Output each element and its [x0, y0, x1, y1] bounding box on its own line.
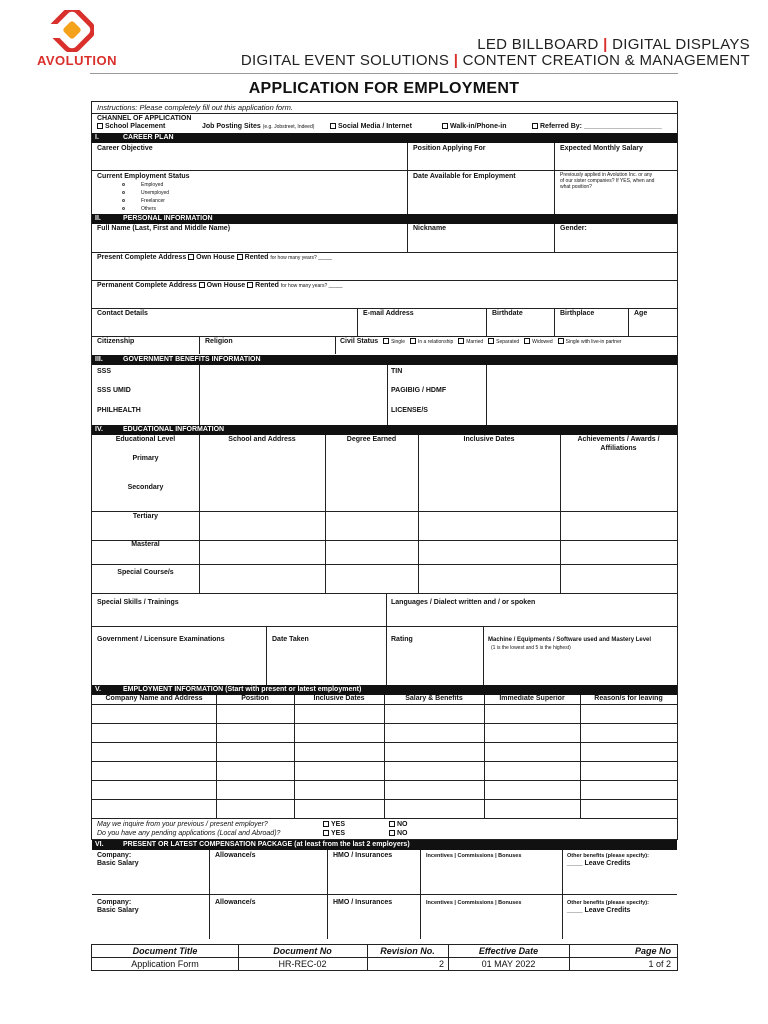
radio-icon[interactable]: [122, 199, 125, 202]
civil-checkbox[interactable]: [524, 338, 530, 344]
footer-effective-date-header: Effective Date: [478, 946, 539, 956]
divider: [386, 593, 387, 685]
divider: [92, 894, 677, 895]
edu-level-primary: Primary: [132, 455, 159, 462]
brand-name: AVOLUTION: [36, 53, 118, 68]
channel-label: CHANNEL OF APPLICATION: [97, 115, 192, 122]
radio-icon[interactable]: [122, 183, 125, 186]
edu-col-achievements: Achievements / Awards /: [577, 436, 660, 443]
religion-label: Religion: [205, 338, 233, 345]
inquire-yes[interactable]: YES: [323, 821, 345, 829]
channel-social[interactable]: Social Media / Internet: [330, 123, 412, 131]
section-career-plan: I. CAREER PLAN: [92, 133, 677, 143]
divider: [92, 308, 677, 309]
divider: [554, 308, 555, 336]
sss-label: SSS: [97, 368, 112, 375]
divider: [335, 336, 336, 354]
divider: [294, 695, 295, 818]
divider: [407, 143, 408, 214]
divider: [486, 365, 487, 426]
leave-credits-label: ____ Leave Credits: [567, 907, 631, 914]
full-name-label: Full Name (Last, First and Middle Name): [97, 225, 231, 232]
section-educational-information: IV. EDUCATIONAL INFORMATION: [92, 425, 677, 435]
allowance-label: Allowance/s: [215, 899, 256, 906]
pending-question: Do you have any pending applications (Local and Abroad)?: [97, 830, 281, 837]
civil-status-group: Civil Status Single In a relationship Married Separated Widowed Single with live-in partner: [340, 338, 622, 345]
channel-walkin[interactable]: Walk-in/Phone-in: [442, 123, 507, 131]
application-form: [91, 101, 678, 914]
divider: [216, 695, 217, 818]
edu-level-special: Special Course/s: [117, 569, 174, 576]
philhealth-label: PHILHEALTH: [97, 407, 141, 414]
no-checkbox[interactable]: [389, 830, 395, 836]
edu-col-school: School and Address: [228, 436, 296, 443]
skills-label: Special Skills / Trainings: [97, 599, 179, 606]
other-benefits-label: Other benefits (please specify):: [567, 900, 649, 906]
edu-level-secondary: Secondary: [127, 484, 164, 491]
tagline-line-1: LED BILLBOARD | DIGITAL DISPLAYS: [477, 36, 750, 53]
divider: [387, 365, 388, 426]
inquire-no[interactable]: NO: [389, 821, 408, 829]
section-compensation-package: VI. PRESENT OR LATEST COMPENSATION PACKAGE (at least from the last 2 employers): [92, 840, 677, 850]
position-label: Position Applying For: [413, 145, 486, 152]
incentives-label: Incentives | Commissions | Bonuses: [426, 900, 522, 906]
page-title: APPLICATION FOR EMPLOYMENT: [248, 80, 520, 97]
header-divider: [90, 73, 678, 74]
divider: [92, 113, 677, 114]
incentives-label: Incentives | Commissions | Bonuses: [426, 853, 522, 859]
own-house-checkbox[interactable]: [199, 282, 205, 288]
social-checkbox[interactable]: [330, 123, 336, 129]
letterhead: [0, 0, 768, 80]
company-logo: [22, 10, 132, 70]
divider: [199, 435, 200, 593]
civil-checkbox[interactable]: [558, 338, 564, 344]
divider: [266, 626, 267, 685]
divider: [357, 308, 358, 336]
section-employment-information: V. EMPLOYMENT INFORMATION (Start with present or latest employment): [92, 685, 677, 695]
allowance-label: Allowance/s: [215, 852, 256, 859]
divider: [92, 336, 677, 337]
footer-doc-no-header: Document No: [273, 946, 332, 956]
emp-col-company: Company Name and Address: [105, 695, 203, 702]
divider: [560, 435, 561, 593]
rented-checkbox[interactable]: [247, 282, 253, 288]
employment-status-label: Current Employment Status: [97, 173, 190, 180]
divider: [199, 365, 200, 426]
permanent-address-label: Permanent Complete Address Own House Rented for how many years? _____: [97, 282, 343, 289]
status-option[interactable]: Freelancer: [122, 198, 165, 204]
own-house-checkbox[interactable]: [188, 254, 194, 260]
footer-revision: 2: [438, 959, 444, 969]
company-label: Company:: [97, 852, 132, 859]
emp-col-dates: Inclusive Dates: [313, 695, 365, 702]
emp-col-reason: Reason/s for leaving: [594, 695, 663, 702]
document-control-table: [91, 944, 678, 971]
birthdate-label: Birthdate: [492, 310, 523, 317]
footer-doc-title: Application Form: [131, 959, 199, 969]
divider: [92, 564, 677, 565]
divider: [554, 143, 555, 214]
previously-applied-text: of our sister companies? If YES, when and: [560, 178, 655, 184]
edu-col-degree: Degree Earned: [346, 436, 397, 443]
referred-checkbox[interactable]: [532, 123, 538, 129]
age-label: Age: [634, 310, 648, 317]
other-benefits-label: Other benefits (please specify):: [567, 853, 649, 859]
school-checkbox[interactable]: [97, 123, 103, 129]
footer-page: 1 of 2: [648, 959, 671, 969]
basic-salary-label: Basic Salary: [97, 860, 139, 867]
pending-yes[interactable]: YES: [323, 830, 345, 838]
divider: [325, 435, 326, 593]
tagline-line-2: DIGITAL EVENT SOLUTIONS | CONTENT CREATION & MANAGEMENT: [240, 52, 750, 69]
email-label: E-mail Address: [363, 310, 414, 317]
edu-level-tertiary: Tertiary: [132, 513, 159, 520]
channel-referred[interactable]: Referred By: ____________________: [532, 123, 662, 131]
basic-salary-label: Basic Salary: [97, 907, 139, 914]
footer-doc-title-header: Document Title: [132, 946, 198, 956]
languages-label: Languages / Dialect written and / or spoken: [391, 599, 536, 606]
pagibig-label: PAGIBIG / HDMF: [391, 387, 447, 394]
logo-mark-icon: [50, 10, 94, 52]
divider: [484, 695, 485, 818]
edu-level-masteral: Masteral: [131, 541, 160, 548]
no-checkbox[interactable]: [389, 821, 395, 827]
walkin-checkbox[interactable]: [442, 123, 448, 129]
radio-icon[interactable]: [122, 207, 125, 210]
leave-credits-label: ____ Leave Credits: [567, 860, 631, 867]
gender-label: Gender:: [560, 225, 587, 232]
divider: [407, 224, 408, 252]
nickname-label: Nickname: [413, 225, 447, 232]
footer-page-header: Page No: [634, 946, 671, 956]
divider: [92, 626, 677, 627]
date-available-label: Date Available for Employment: [413, 173, 516, 180]
tin-label: TIN: [391, 368, 403, 375]
date-taken-label: Date Taken: [272, 636, 309, 643]
edu-col-achievements: Affiliations: [600, 445, 637, 452]
divider: [92, 593, 677, 594]
radio-icon[interactable]: [122, 191, 125, 194]
civil-checkbox[interactable]: [383, 338, 389, 344]
channel-school[interactable]: School Placement: [97, 123, 165, 131]
divider: [628, 308, 629, 336]
previously-applied-text: Previously applied in Avolution Inc. or any: [560, 172, 653, 178]
emp-col-salary: Salary & Benefits: [405, 695, 463, 702]
contact-label: Contact Details: [97, 310, 148, 317]
footer-effective-date: 01 MAY 2022: [481, 959, 536, 969]
divider: [554, 224, 555, 252]
emp-col-superior: Immediate Superior: [499, 695, 565, 702]
hmo-label: HMO / Insurances: [333, 899, 393, 906]
footer-revision-header: Revision No.: [380, 946, 435, 956]
divider: [92, 280, 677, 281]
rating-label: Rating: [391, 636, 413, 643]
footer-doc-no: HR-REC-02: [278, 959, 327, 969]
status-option[interactable]: Unemployed: [122, 190, 169, 196]
divider: [92, 170, 677, 171]
hmo-label: HMO / Insurances: [333, 852, 393, 859]
edu-col-level: Educational Level: [115, 436, 176, 443]
divider: [580, 695, 581, 818]
citizenship-label: Citizenship: [97, 338, 135, 345]
status-option[interactable]: Others: [122, 206, 156, 212]
license-label: LICENSE/S: [391, 407, 428, 414]
divider: [418, 435, 419, 593]
instructions: Instructions: Please completely fill out this application form.: [97, 103, 293, 112]
section-personal-information: II. PERSONAL INFORMATION: [92, 214, 677, 224]
divider: [384, 695, 385, 818]
yes-checkbox[interactable]: [323, 830, 329, 836]
pending-no[interactable]: NO: [389, 830, 408, 838]
channel-job-sites[interactable]: Job Posting Sites (e.g. Jobstreet, Indeed): [202, 123, 315, 130]
civil-checkbox[interactable]: [488, 338, 494, 344]
edu-col-dates: Inclusive Dates: [463, 436, 515, 443]
yes-checkbox[interactable]: [323, 821, 329, 827]
section-government-benefits: III. GOVERNMENT BENEFITS INFORMATION: [92, 355, 677, 365]
civil-checkbox[interactable]: [458, 338, 464, 344]
divider: [199, 336, 200, 354]
present-address-label: Present Complete Address Own House Rented for how many years? _____: [97, 254, 333, 261]
divider: [483, 626, 484, 685]
previously-applied-text: what position?: [560, 184, 592, 190]
career-objective-label: Career Objective: [97, 145, 153, 152]
machine-label: Machine / Equipments / Software used and Mastery Level: [488, 637, 652, 643]
divider: [486, 308, 487, 336]
sss-umid-label: SSS UMID: [97, 387, 131, 394]
exams-label: Government / Licensure Examinations: [97, 636, 225, 643]
company-label: Company:: [97, 899, 132, 906]
birthplace-label: Birthplace: [560, 310, 595, 317]
rented-checkbox[interactable]: [237, 254, 243, 260]
salary-label: Expected Monthly Salary: [560, 145, 643, 152]
emp-col-position: Position: [241, 695, 269, 702]
civil-checkbox[interactable]: [410, 338, 416, 344]
inquire-question: May we inquire from your previous / present employer?: [97, 821, 268, 828]
divider: [92, 252, 677, 253]
divider: [92, 818, 677, 819]
machine-note: (1 is the lowest and 5 is the highest): [491, 645, 571, 651]
divider: [92, 511, 677, 512]
status-option[interactable]: Employed: [122, 182, 163, 188]
